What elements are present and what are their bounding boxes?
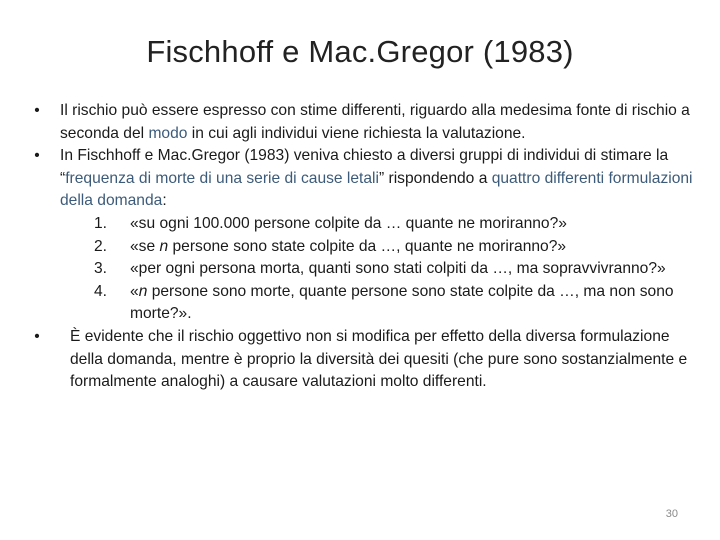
question-item-1	[30, 213, 702, 236]
question-text: «per ogni persona morta, quanti sono stati colpiti da …, ma sopravvivranno?»	[130, 260, 666, 278]
question-item-2	[30, 236, 702, 259]
bullet-text: In Fischhoff e Mac.Gregor (1983) veniva chiesto a diversi gruppi di individui di stimare la “	[60, 147, 669, 187]
bullet-text: Il rischio può essere espresso con stime differenti, riguardo alla medesima fonte di rischio a seconda del	[60, 102, 690, 142]
highlight-text: modo	[148, 124, 188, 142]
question-text: «	[130, 282, 139, 300]
page-number: 30	[665, 508, 678, 520]
bullet-dot-icon: •	[34, 327, 40, 345]
highlight-text: quattro differenti formulazioni della domanda	[60, 169, 693, 210]
bullet-text: ” rispondendo a	[379, 169, 492, 187]
bullet-item-1	[30, 100, 702, 145]
bullet-dot-icon: •	[34, 102, 40, 119]
question-number: 4.	[94, 282, 108, 300]
question-number: 1.	[94, 214, 108, 232]
slide-title: Fischhoff e Mac.Gregor (1983)	[146, 34, 574, 69]
question-number: 3.	[94, 260, 108, 278]
question-text: «su ogni 100.000 persone colpite da … quante ne moriranno?»	[130, 214, 567, 232]
question-text: persone sono morte, quante persone sono state colpite da …, ma non sono morte?».	[130, 282, 674, 323]
bullet-item-2	[30, 145, 702, 213]
italic-n: n	[159, 237, 169, 255]
bullet-text: in cui agli individui viene richiesta la valutazione.	[187, 124, 526, 142]
slide-body	[30, 100, 702, 394]
question-text: «se	[130, 237, 160, 255]
bullet-dot-icon: •	[34, 147, 40, 165]
highlight-text: frequenza di morte di una serie di cause letali	[65, 169, 379, 187]
bullet-text: :	[162, 192, 167, 210]
question-item-3	[30, 258, 702, 281]
question-text: persone sono state colpite da …, quante ne moriranno?»	[168, 237, 567, 255]
italic-n: n	[138, 282, 148, 300]
bullet-text: È evidente che il rischio oggettivo non si modifica per effetto della diversa formulazione della domanda, mentre è proprio la diversità dei quesiti (che pure sono sostanzialmente e formalmente analoghi) a causare valutazioni molto differenti.	[70, 327, 688, 391]
question-number: 2.	[94, 237, 108, 255]
bullet-item-3	[30, 326, 702, 394]
question-item-4	[30, 281, 702, 326]
